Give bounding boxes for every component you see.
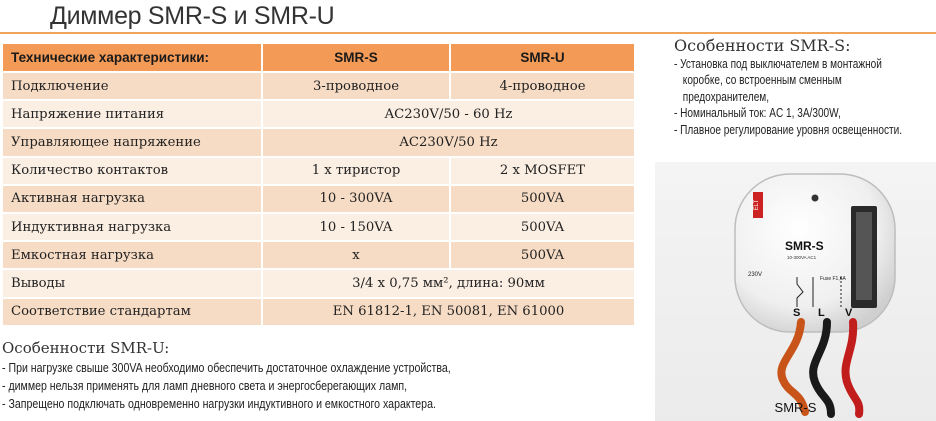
header-smr-s: SMR-S <box>263 44 449 71</box>
terminal-s-label: S <box>793 307 801 319</box>
terminal-l-label: L <box>818 307 825 319</box>
row-label: Подключение <box>3 73 261 99</box>
product-photo <box>655 162 936 421</box>
device-model-label: SMR-S <box>785 239 824 253</box>
title-underline <box>0 32 936 34</box>
photo-caption: SMR-S <box>774 400 817 415</box>
row-label: Емкостная нагрузка <box>3 242 261 268</box>
table-row <box>3 270 634 296</box>
smr-u-features-title: Особенности SMR-U: <box>2 339 170 357</box>
cell-both: EN 61812-1, EN 50081, EN 61000 <box>263 299 634 325</box>
table-row <box>3 129 634 155</box>
page-title: Диммер SMR-S и SMR-U <box>50 2 335 30</box>
cell-smr-s: 10 - 150VA <box>263 214 449 240</box>
row-label: Активная нагрузка <box>3 186 261 212</box>
device-voltage-label: 230V <box>748 272 763 278</box>
cell-smr-s: 10 - 300VA <box>263 186 449 212</box>
header-characteristics: Технические характеристики: <box>3 44 261 71</box>
table-row <box>3 242 634 268</box>
cell-smr-u: 4-проводное <box>451 73 634 99</box>
list-item: - Плавное регулирование уровня освещенности. <box>674 122 903 137</box>
table-header-row <box>3 44 634 71</box>
cell-both: 3/4 x 0,75 мм², длина: 90мм <box>263 270 634 296</box>
list-item: - Установка под выключателем в монтажной <box>674 57 882 71</box>
smr-s-features <box>674 36 936 138</box>
fuse-slot <box>856 212 872 300</box>
cell-smr-u: 500VA <box>451 242 634 268</box>
list-item: - диммер нельзя применять для ламп дневного света и энергосберегающих ламп, <box>2 379 408 394</box>
table-row <box>3 73 634 99</box>
indicator-led <box>812 195 819 202</box>
brand-label: ELT <box>754 199 760 211</box>
device-rating-label: 10-300VA AC1 <box>787 255 817 260</box>
table-row <box>3 101 634 127</box>
cell-smr-s: 3-проводное <box>263 73 449 99</box>
list-item: - При нагрузке свыше 300VA необходимо обеспечить достаточное охлаждение устройства, <box>2 361 451 375</box>
row-label: Количество контактов <box>3 158 261 184</box>
table-row <box>3 299 634 325</box>
list-item: - Запрещено подключать одновременно нагрузки индуктивного и емкостного характера. <box>2 397 436 412</box>
row-label: Управляющее напряжение <box>3 129 261 155</box>
row-label: Напряжение питания <box>3 101 261 127</box>
list-item-continuation: предохранителем, <box>682 89 770 104</box>
row-label: Индуктивная нагрузка <box>3 214 261 240</box>
smr-s-features-title: Особенности SMR-S: <box>674 36 851 55</box>
table-row <box>3 158 634 184</box>
row-label: Соответствие стандартам <box>3 299 261 325</box>
list-item-continuation: коробке, со встроенным сменным <box>682 73 842 88</box>
cell-smr-u: 500VA <box>451 214 634 240</box>
dimmer-device-illustration <box>655 162 936 421</box>
table-row <box>3 214 634 240</box>
header-smr-u: SMR-U <box>451 44 634 71</box>
terminal-v-label: V <box>845 307 853 319</box>
cell-smr-u: 500VA <box>451 186 634 212</box>
list-item: - Номинальный ток: AC 1, 3A/300W, <box>674 106 841 121</box>
row-label: Выводы <box>3 270 261 296</box>
cell-both: AC230V/50 Hz <box>263 129 634 155</box>
cell-smr-u: 2 x MOSFET <box>451 158 634 184</box>
device-fuse-label: Fuse F1,6A <box>820 276 846 282</box>
cell-smr-s: 1 x тиристор <box>263 158 449 184</box>
smr-u-features <box>2 339 642 414</box>
cell-smr-s: x <box>263 242 449 268</box>
specs-table <box>1 42 636 327</box>
table-row <box>3 186 634 212</box>
cell-both: AC230V/50 - 60 Hz <box>263 101 634 127</box>
orange-wire <box>781 322 805 412</box>
